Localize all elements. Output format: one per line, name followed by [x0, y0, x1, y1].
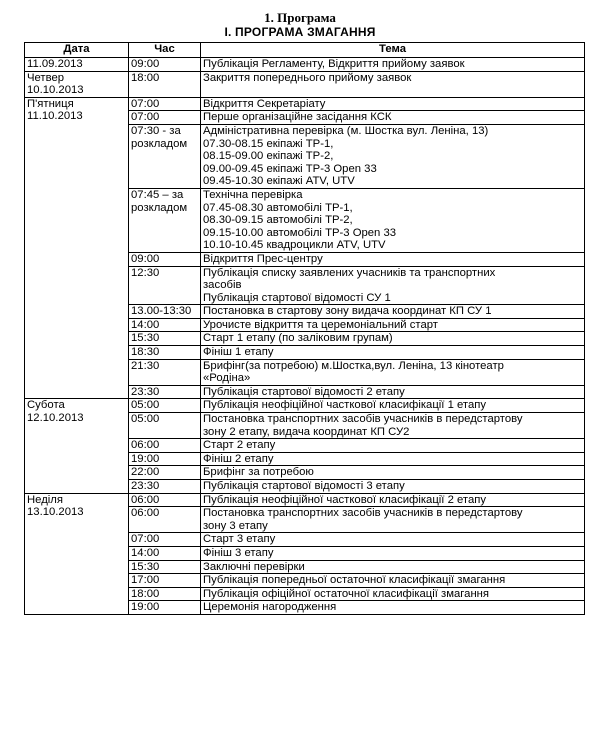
- topic-cell: [201, 97, 585, 111]
- time-text: 18:30: [131, 346, 160, 359]
- time-cell: [129, 601, 201, 615]
- time-cell: [129, 413, 201, 439]
- date-text: Четвер: [27, 71, 65, 84]
- schedule-row: [25, 399, 585, 413]
- schedule-row: [25, 58, 585, 72]
- topic-cell: [201, 359, 585, 385]
- topic-text: Публікація попередньої остаточної класифікації змагання: [203, 574, 506, 587]
- topic-text: 09.00-09.45 екіпажі ТР-3 Open 33: [203, 162, 377, 175]
- topic-text: Церемонія нагородження: [203, 601, 337, 614]
- topic-cell: [201, 601, 585, 615]
- topic-text: Брифінг(за потребою) м.Шостка,вул. Леніна, 13 кінотеатр: [203, 359, 504, 372]
- column-header-time: Час: [129, 43, 201, 58]
- time-text: розкладом: [131, 137, 188, 150]
- topic-text: Постановка в стартову зону видача координат КП СУ 1: [203, 305, 492, 318]
- time-text: 06:00: [131, 439, 160, 452]
- topic-text: Постановка транспортних засобів учасників в передстартову: [203, 413, 523, 426]
- topic-cell: [201, 124, 585, 188]
- section-heading: 1. Програма: [264, 10, 336, 25]
- topic-cell: [201, 480, 585, 494]
- time-cell: [129, 533, 201, 547]
- day-date-cell: [25, 58, 129, 72]
- topic-cell: [201, 266, 585, 305]
- topic-text: засобів: [203, 279, 242, 292]
- topic-cell: [201, 546, 585, 560]
- time-cell: [129, 252, 201, 266]
- time-cell: [129, 439, 201, 453]
- time-text: 05:00: [131, 399, 160, 412]
- time-text: 17:00: [131, 574, 160, 587]
- time-cell: [129, 466, 201, 480]
- time-cell: [129, 71, 201, 97]
- time-text: 22:00: [131, 466, 160, 479]
- topic-cell: [201, 533, 585, 547]
- column-header-date: Дата: [25, 43, 129, 58]
- schedule-table: [24, 42, 585, 615]
- topic-text: Старт 2 етапу: [203, 439, 276, 452]
- topic-text: Публікація стартової відомості СУ 1: [203, 291, 391, 304]
- time-cell: [129, 507, 201, 533]
- topic-text: зону 2 етапу, видача координат КП СУ2: [203, 425, 410, 438]
- schedule-header-row: [25, 43, 585, 58]
- time-cell: [129, 111, 201, 125]
- time-text: 18:00: [131, 71, 160, 84]
- time-text: 07:00: [131, 97, 160, 110]
- column-header-topic: Тема: [201, 43, 585, 58]
- time-text: 14:00: [131, 318, 160, 331]
- time-cell: [129, 188, 201, 252]
- topic-text: Відкриття Прес-центру: [203, 252, 323, 265]
- topic-cell: [201, 493, 585, 507]
- time-text: 09:00: [131, 252, 160, 265]
- time-cell: [129, 493, 201, 507]
- topic-text: Брифінг за потребою: [203, 466, 314, 479]
- topic-text: Відкриття Секретаріату: [203, 97, 326, 110]
- date-text: Неділя: [27, 493, 64, 506]
- topic-cell: [201, 58, 585, 72]
- date-text: П'ятниця: [27, 97, 74, 110]
- topic-text: Публікація офіційної остаточної класифікації змагання: [203, 587, 490, 600]
- topic-text: 08.15-09.00 екіпажі ТР-2,: [203, 150, 334, 163]
- schedule-row: [25, 493, 585, 507]
- topic-text: Фініш 2 етапу: [203, 452, 274, 465]
- topic-text: Публікація стартової відомості 2 етапу: [203, 385, 405, 398]
- topic-cell: [201, 399, 585, 413]
- topic-text: Публікація неофіційної часткової класифікації 2 етапу: [203, 493, 487, 506]
- topic-cell: [201, 507, 585, 533]
- time-text: 07:00: [131, 111, 160, 124]
- topic-text: Адміністративна перевірка (м. Шостка вул. Леніна, 13): [203, 124, 489, 137]
- topic-cell: [201, 71, 585, 97]
- time-cell: [129, 546, 201, 560]
- schedule-row: [25, 71, 585, 97]
- topic-cell: [201, 466, 585, 480]
- date-text: 11.09.2013: [27, 58, 83, 70]
- topic-text: Перше організаційне засідання КСК: [203, 111, 392, 124]
- topic-text: «Родіна»: [203, 372, 251, 385]
- topic-cell: [201, 587, 585, 601]
- time-cell: [129, 399, 201, 413]
- topic-text: 09.15-10.00 автомобілі ТР-3 Open 33: [203, 226, 397, 239]
- time-text: 15:30: [131, 332, 160, 345]
- topic-text: Старт 3 етапу: [203, 533, 276, 546]
- day-date-cell: [25, 399, 129, 493]
- topic-text: 08.30-09.15 автомобілі ТР-2,: [203, 214, 353, 227]
- time-cell: [129, 97, 201, 111]
- topic-cell: [201, 439, 585, 453]
- time-text: розкладом: [131, 201, 188, 214]
- time-text: 05:00: [131, 413, 160, 426]
- time-cell: [129, 574, 201, 588]
- topic-text: Урочисте відкриття та церемоніальний старт: [203, 318, 438, 331]
- topic-cell: [201, 318, 585, 332]
- schedule-body: [25, 58, 585, 615]
- time-text: 07:00: [131, 533, 160, 546]
- topic-text: 10.10-10.45 квадроцикли ATV, UTV: [203, 239, 386, 252]
- topic-cell: [201, 346, 585, 360]
- time-text: 14:00: [131, 546, 160, 559]
- topic-cell: [201, 305, 585, 319]
- time-cell: [129, 587, 201, 601]
- date-text: Субота: [27, 399, 65, 412]
- topic-cell: [201, 385, 585, 399]
- time-cell: [129, 560, 201, 574]
- topic-cell: [201, 560, 585, 574]
- topic-text: Публікація стартової відомості 3 етапу: [203, 480, 405, 492]
- topic-cell: [201, 413, 585, 439]
- time-text: 07:30 - за: [131, 124, 181, 137]
- topic-cell: [201, 332, 585, 346]
- date-text: 13.10.2013: [27, 506, 84, 519]
- topic-text: Старт 1 етапу (по заліковим групам): [203, 332, 393, 345]
- time-cell: [129, 385, 201, 399]
- time-text: 23:30: [131, 385, 160, 398]
- topic-text: Фініш 1 етапу: [203, 346, 274, 359]
- time-text: 12:30: [131, 266, 160, 279]
- time-cell: [129, 58, 201, 72]
- time-text: 07:45 – за: [131, 188, 184, 201]
- time-text: 21:30: [131, 359, 160, 372]
- time-cell: [129, 318, 201, 332]
- topic-text: Фініш 3 етапу: [203, 546, 274, 559]
- day-date-cell: [25, 71, 129, 97]
- day-date-cell: [25, 493, 129, 614]
- date-text: 12.10.2013: [27, 412, 84, 425]
- topic-text: 07.30-08.15 екіпажі ТР-1,: [203, 137, 334, 150]
- topic-text: Публікація неофіційної часткової класифікації 1 етапу: [203, 399, 487, 412]
- time-text: 13.00-13:30: [131, 305, 192, 318]
- topic-text: Публікація Регламенту, Відкриття прийому заявок: [203, 58, 465, 70]
- topic-cell: [201, 574, 585, 588]
- time-cell: [129, 305, 201, 319]
- time-text: 06:00: [131, 493, 160, 506]
- schedule-row: [25, 97, 585, 111]
- topic-cell: [201, 252, 585, 266]
- topic-text: 09.45-10.30 екіпажі ATV, UTV: [203, 175, 355, 188]
- topic-text: Технічна перевірка: [203, 188, 303, 201]
- topic-text: Публікація списку заявлених учасників та транспортних: [203, 266, 496, 279]
- topic-text: зону 3 етапу: [203, 519, 268, 532]
- time-cell: [129, 266, 201, 305]
- program-title: I. ПРОГРАМА ЗМАГАННЯ: [224, 25, 376, 39]
- time-text: 23:30: [131, 480, 160, 492]
- time-text: 19:00: [131, 452, 160, 465]
- time-text: 06:00: [131, 507, 160, 520]
- time-text: 18:00: [131, 587, 160, 600]
- topic-cell: [201, 452, 585, 466]
- time-cell: [129, 480, 201, 494]
- topic-text: Заключні перевірки: [203, 560, 305, 573]
- time-cell: [129, 332, 201, 346]
- time-text: 09:00: [131, 58, 160, 70]
- topic-text: 07.45-08.30 автомобілі ТР-1,: [203, 201, 353, 214]
- topic-text: Постановка транспортних засобів учасників в передстартову: [203, 507, 523, 520]
- topic-cell: [201, 111, 585, 125]
- time-text: 15:30: [131, 560, 160, 573]
- day-date-cell: [25, 97, 129, 399]
- time-cell: [129, 452, 201, 466]
- date-text: 10.10.2013: [27, 84, 84, 97]
- date-text: 11.10.2013: [27, 110, 83, 123]
- time-cell: [129, 346, 201, 360]
- time-cell: [129, 124, 201, 188]
- time-cell: [129, 359, 201, 385]
- time-text: 19:00: [131, 601, 160, 614]
- topic-text: Закриття попереднього прийому заявок: [203, 71, 412, 84]
- topic-cell: [201, 188, 585, 252]
